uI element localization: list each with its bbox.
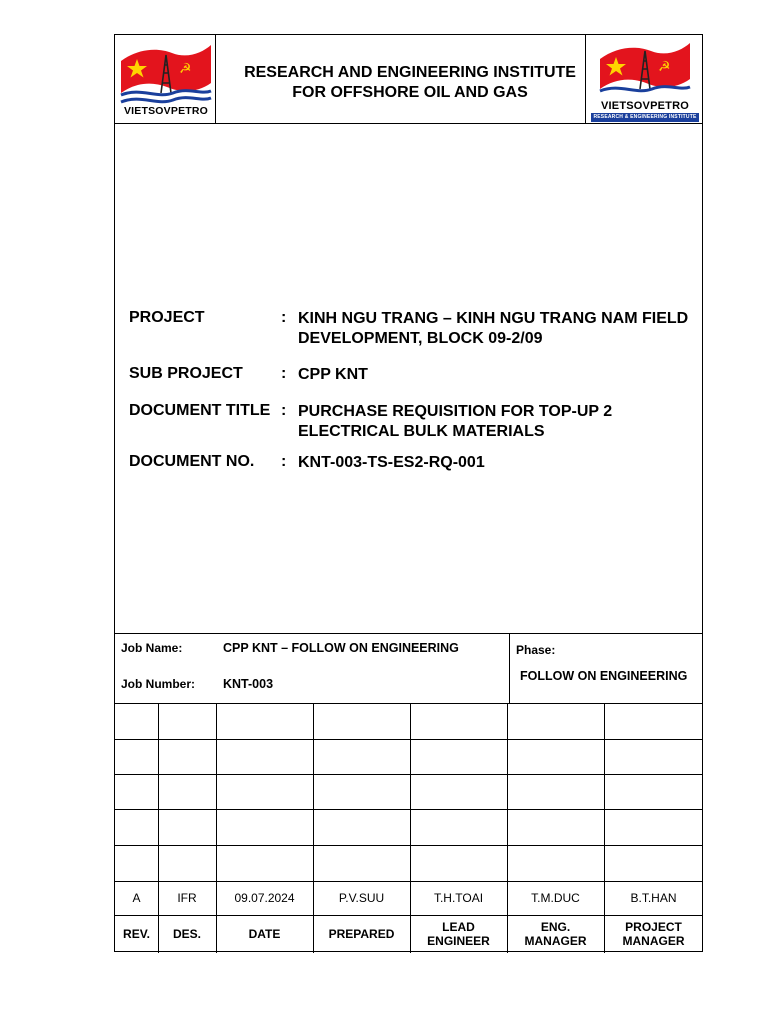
logo-right-text: VIETSOVPETRO (601, 100, 689, 112)
document-title-line2: ELECTRICAL BULK MATERIALS (298, 423, 545, 440)
revision-cell: T.H.TOAI (433, 891, 484, 905)
revision-row-divider (115, 809, 702, 810)
revision-header-cell: ENG. MANAGER (524, 920, 587, 948)
revision-cell: T.M.DUC (531, 891, 580, 905)
sub-project-value: CPP KNT (298, 366, 368, 383)
flag-derrick-icon (589, 39, 701, 101)
document-title-value (298, 402, 703, 442)
sub-project-label: SUB PROJECT (129, 365, 243, 382)
vietsovpetro-logo-left (117, 39, 215, 119)
revision-header-cell: PREPARED (328, 927, 395, 941)
flag-derrick-icon (117, 39, 215, 109)
revision-cell: P.V.SUU (338, 891, 385, 905)
vietsovpetro-logo-right (589, 39, 701, 119)
document-title-colon: : (281, 402, 287, 419)
revision-header-cell: LEAD ENGINEER (427, 920, 490, 948)
revision-header-cell: DES. (172, 927, 201, 941)
institute-title (215, 63, 605, 103)
revision-cell: 09.07.2024 (234, 891, 295, 905)
institute-title-line1: RESEARCH AND ENGINEERING INSTITUTE (244, 64, 576, 81)
svg-text:☭: ☭ (658, 59, 671, 75)
logo-right-subtext: RESEARCH & ENGINEERING INSTITUTE (591, 113, 699, 122)
revision-header-cell: PROJECT MANAGER (622, 920, 685, 948)
project-value-line2: DEVELOPMENT, BLOCK 09-2/09 (298, 330, 543, 347)
revision-header-cell: REV. (123, 927, 150, 941)
job-name-label: Job Name: (121, 641, 183, 655)
revision-cell: B.T.HAN (630, 891, 677, 905)
revision-row-divider (115, 845, 702, 846)
revision-header-cell: DATE (248, 927, 281, 941)
project-colon: : (281, 309, 287, 326)
job-number-label: Job Number: (121, 677, 196, 691)
revision-cell: A (132, 891, 141, 905)
logo-left-text: VIETSOVPETRO (123, 105, 209, 117)
project-value (298, 309, 703, 349)
document-no-label: DOCUMENT NO. (129, 453, 255, 470)
svg-text:☭: ☭ (179, 61, 192, 77)
institute-title-line2: FOR OFFSHORE OIL AND GAS (292, 84, 528, 101)
phase-label: Phase: (516, 643, 556, 657)
revision-row-divider (115, 774, 702, 775)
document-cover-sheet (114, 34, 703, 952)
revision-cell: IFR (177, 891, 197, 905)
project-value-line1: KINH NGU TRANG – KINH NGU TRANG NAM FIELD (298, 310, 689, 327)
document-no-value: KNT-003-TS-ES2-RQ-001 (298, 454, 485, 471)
document-no-colon: : (281, 453, 287, 470)
sub-project-colon: : (281, 365, 287, 382)
document-title-line1: PURCHASE REQUISITION FOR TOP-UP 2 (298, 403, 613, 420)
document-title-label: DOCUMENT TITLE (129, 402, 271, 419)
job-number-value: KNT-003 (223, 677, 274, 691)
job-name-value: CPP KNT – FOLLOW ON ENGINEERING (223, 641, 459, 655)
project-label: PROJECT (129, 309, 205, 326)
revision-row-divider (115, 739, 702, 740)
phase-value: FOLLOW ON ENGINEERING (520, 669, 688, 683)
